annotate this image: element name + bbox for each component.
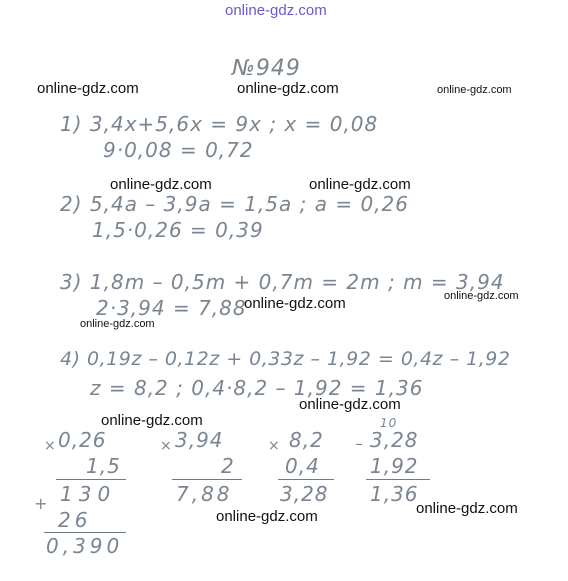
watermark: online-gdz.com [437,84,512,96]
step-4-equation: 4) 0,19z – 0,12z + 0,33z – 1,92 = 0,4z – 1,92 [60,348,511,370]
col4-minuend: 3,28 [370,428,419,452]
watermark: online-gdz.com [237,80,339,97]
col4-subtrahend: 1,92 [370,454,419,478]
col2-multiplier: 2 [221,454,235,478]
col4-carry: 10 [380,416,398,430]
col4-result: 1,36 [370,482,419,506]
watermark: online-gdz.com [216,508,318,525]
watermark: online-gdz.com [37,80,139,97]
watermark: online-gdz.com [416,500,518,517]
watermark: online-gdz.com [309,176,411,193]
col1-partial-1: 130 [60,482,117,506]
col3-result: 3,28 [280,482,329,506]
watermark: online-gdz.com [80,318,155,330]
col2-multiplicand: 3,94 [175,428,224,452]
watermark: online-gdz.com [244,295,346,312]
col1-multiplier: 1,5 [86,454,121,478]
col4-sign: – [355,434,364,453]
col2-sign: × [160,438,173,454]
step-3-equation: 3) 1,8m – 0,5m + 0,7m = 2m ; m = 3,94 [60,270,505,294]
col4-rule [366,479,430,480]
col2-result: 7,88 [176,482,233,506]
step-4-calculation: z = 8,2 ; 0,4·8,2 – 1,92 = 1,36 [90,376,424,400]
step-2-calculation: 1,5·0,26 = 0,39 [92,218,264,242]
col1-rule-2 [44,532,126,533]
col1-partial-2: 26 [58,508,92,532]
col1-multiplicand: 0,26 [58,428,107,452]
problem-number: №949 [232,56,301,81]
col3-sign: × [268,438,281,454]
step-1-calculation: 9·0,08 = 0,72 [103,138,254,162]
col1-plus: + [34,494,49,513]
col3-rule [278,479,334,480]
col3-multiplicand: 8,2 [289,428,324,452]
step-3-calculation: 2·3,94 = 7,88 [96,296,247,320]
col1-result: 0,390 [46,534,124,558]
col1-rule [56,479,126,480]
watermark: online-gdz.com [299,396,401,413]
watermark: online-gdz.com [110,176,212,193]
step-1-equation: 1) 3,4x+5,6x = 9x ; x = 0,08 [60,112,379,136]
watermark-top: online-gdz.com [225,2,327,19]
watermark: online-gdz.com [101,412,203,429]
col2-rule [172,479,242,480]
step-2-equation: 2) 5,4a – 3,9a = 1,5a ; a = 0,26 [60,192,409,216]
watermark: online-gdz.com [444,290,519,302]
col1-sign: × [44,438,57,454]
col3-multiplier: 0,4 [285,454,320,478]
